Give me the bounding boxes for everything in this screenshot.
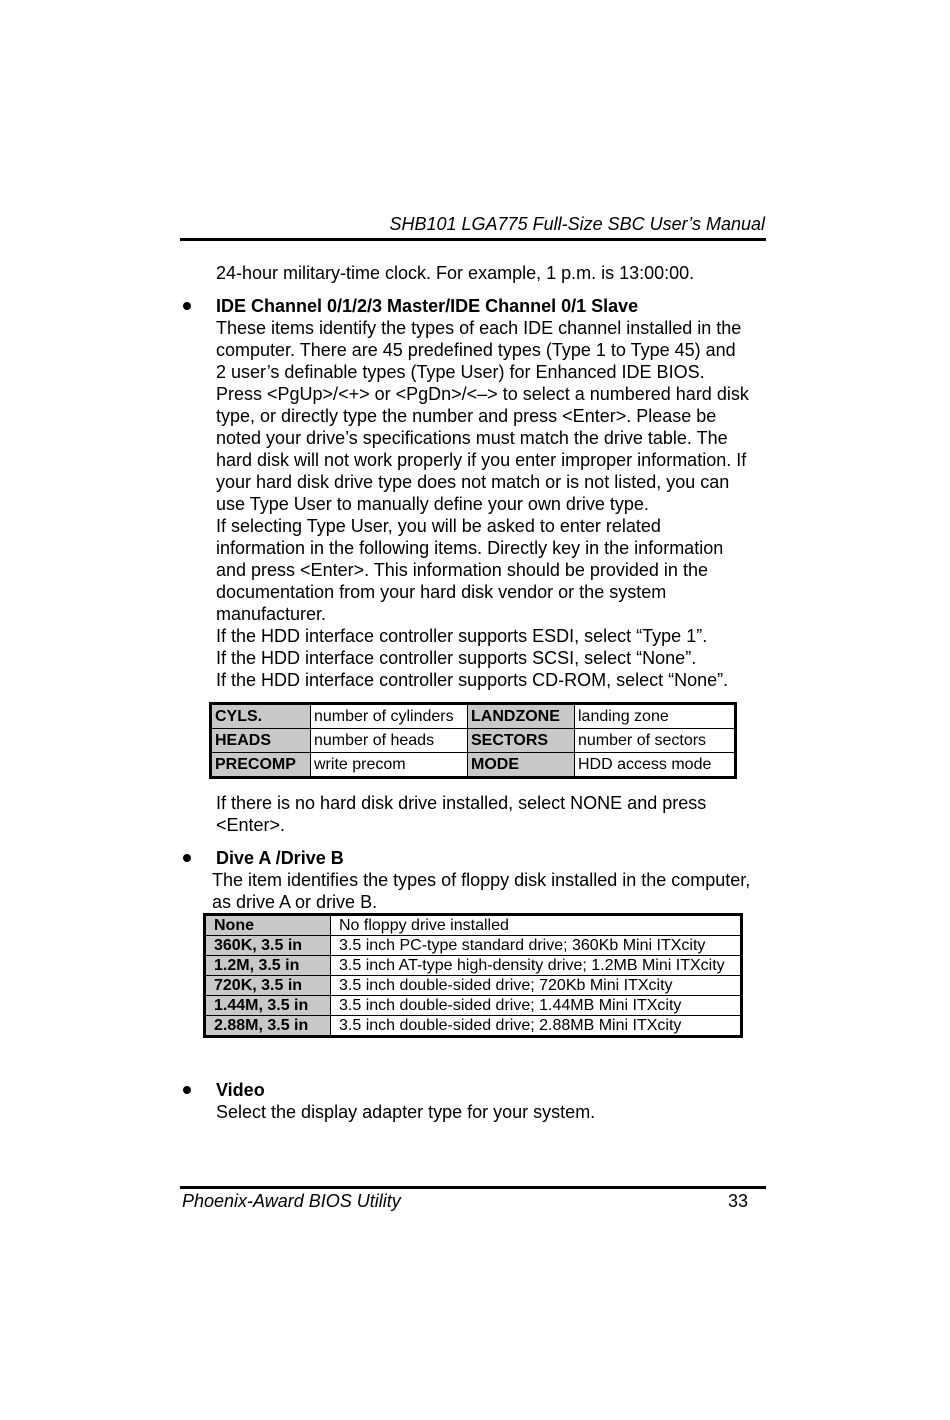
bullet-icon [183, 302, 191, 310]
text-line: documentation from your hard disk vendor or the system [216, 582, 667, 602]
ide-description [216, 317, 776, 691]
bullet-icon [183, 854, 191, 862]
text-line: These items identify the types of each IDE channel installed in the [216, 318, 742, 338]
table-row [205, 996, 742, 1016]
table-key-cell: 1.44M, 3.5 in [205, 996, 331, 1016]
table-cell: 3.5 inch double-sided drive; 1.44MB Mini ITXcity [331, 996, 742, 1016]
table-cell: landing zone [575, 704, 736, 729]
table-row [211, 704, 736, 729]
footer-rule [180, 1186, 766, 1189]
text-line: If the HDD interface controller supports CD-ROM, select “None”. [216, 670, 729, 690]
ide-heading: IDE Channel 0/1/2/3 Master/IDE Channel 0/1 Slave [216, 296, 639, 316]
table-key-cell: 360K, 3.5 in [205, 936, 331, 956]
table-cell: 3.5 inch PC-type standard drive; 360Kb Mini ITXcity [331, 936, 742, 956]
text-line: If the HDD interface controller supports SCSI, select “None”. [216, 648, 697, 668]
page-number: 33 [727, 1191, 748, 1211]
video-description: Select the display adapter type for your system. [216, 1102, 596, 1122]
table-row [211, 753, 736, 778]
header-rule [180, 238, 766, 241]
table-cell: 3.5 inch double-sided drive; 720Kb Mini ITXcity [331, 976, 742, 996]
floppy-type-table [203, 913, 743, 1038]
text-line: Press <PgUp>/<+> or <PgDn>/<–> to select a numbered hard disk [216, 384, 749, 404]
text-line: 2 user’s definable types (Type User) for Enhanced IDE BIOS. [216, 362, 705, 382]
text-line: type, or directly type the number and press <Enter>. Please be [216, 406, 717, 426]
text-line: If selecting Type User, you will be asked to enter related [216, 516, 661, 536]
text-line: If there is no hard disk drive installed, select NONE and press [216, 793, 707, 813]
text-line: information in the following items. Directly key in the information [216, 538, 724, 558]
table-cell: 3.5 inch double-sided drive; 2.88MB Mini ITXcity [331, 1016, 742, 1037]
text-line: computer. There are 45 predefined types (Type 1 to Type 45) and [216, 340, 736, 360]
text-line: noted your drive’s specifications must match the drive table. The [216, 428, 728, 448]
table-row [205, 956, 742, 976]
drive-heading: Dive A /Drive B [216, 848, 344, 868]
intro-line: 24-hour military-time clock. For example, 1 p.m. is 13:00:00. [216, 263, 695, 283]
text-line: manufacturer. [216, 604, 327, 624]
table-key-cell: PRECOMP [211, 753, 311, 778]
no-hdd-note [216, 792, 776, 836]
drive-description [212, 869, 772, 913]
table-row [205, 936, 742, 956]
table-cell: number of heads [311, 729, 468, 753]
bullet-icon [183, 1086, 191, 1094]
table-cell: No floppy drive installed [331, 915, 742, 936]
table-key-cell: 1.2M, 3.5 in [205, 956, 331, 976]
table-key-cell: 2.88M, 3.5 in [205, 1016, 331, 1037]
text-line: your hard disk drive type does not match or is not listed, you can [216, 472, 730, 492]
table-key-cell: 720K, 3.5 in [205, 976, 331, 996]
table-row [211, 729, 736, 753]
table-cell: number of sectors [575, 729, 736, 753]
text-line: as drive A or drive B. [212, 892, 378, 912]
page-header-title: SHB101 LGA775 Full-Size SBC User’s Manual [389, 214, 765, 234]
text-line: If the HDD interface controller supports ESDI, select “Type 1”. [216, 626, 708, 646]
table-row [205, 976, 742, 996]
text-line: <Enter>. [216, 815, 286, 835]
text-line: use Type User to manually define your own drive type. [216, 494, 649, 514]
table-key-cell: CYLS. [211, 704, 311, 729]
footer-title: Phoenix-Award BIOS Utility [182, 1191, 401, 1211]
text-line: The item identifies the types of floppy disk installed in the computer, [212, 870, 751, 890]
table-cell: HDD access mode [575, 753, 736, 778]
table-cell: write precom [311, 753, 468, 778]
table-cell: 3.5 inch AT-type high-density drive; 1.2MB Mini ITXcity [331, 956, 742, 976]
table-key-cell: LANDZONE [468, 704, 575, 729]
table-row [205, 1016, 742, 1037]
table-cell: number of cylinders [311, 704, 468, 729]
table-key-cell: HEADS [211, 729, 311, 753]
ide-parameter-table [209, 702, 737, 779]
table-key-cell: SECTORS [468, 729, 575, 753]
table-key-cell: None [205, 915, 331, 936]
text-line: and press <Enter>. This information should be provided in the [216, 560, 708, 580]
video-heading: Video [216, 1080, 265, 1100]
table-row [205, 915, 742, 936]
table-key-cell: MODE [468, 753, 575, 778]
text-line: hard disk will not work properly if you enter improper information. If [216, 450, 747, 470]
